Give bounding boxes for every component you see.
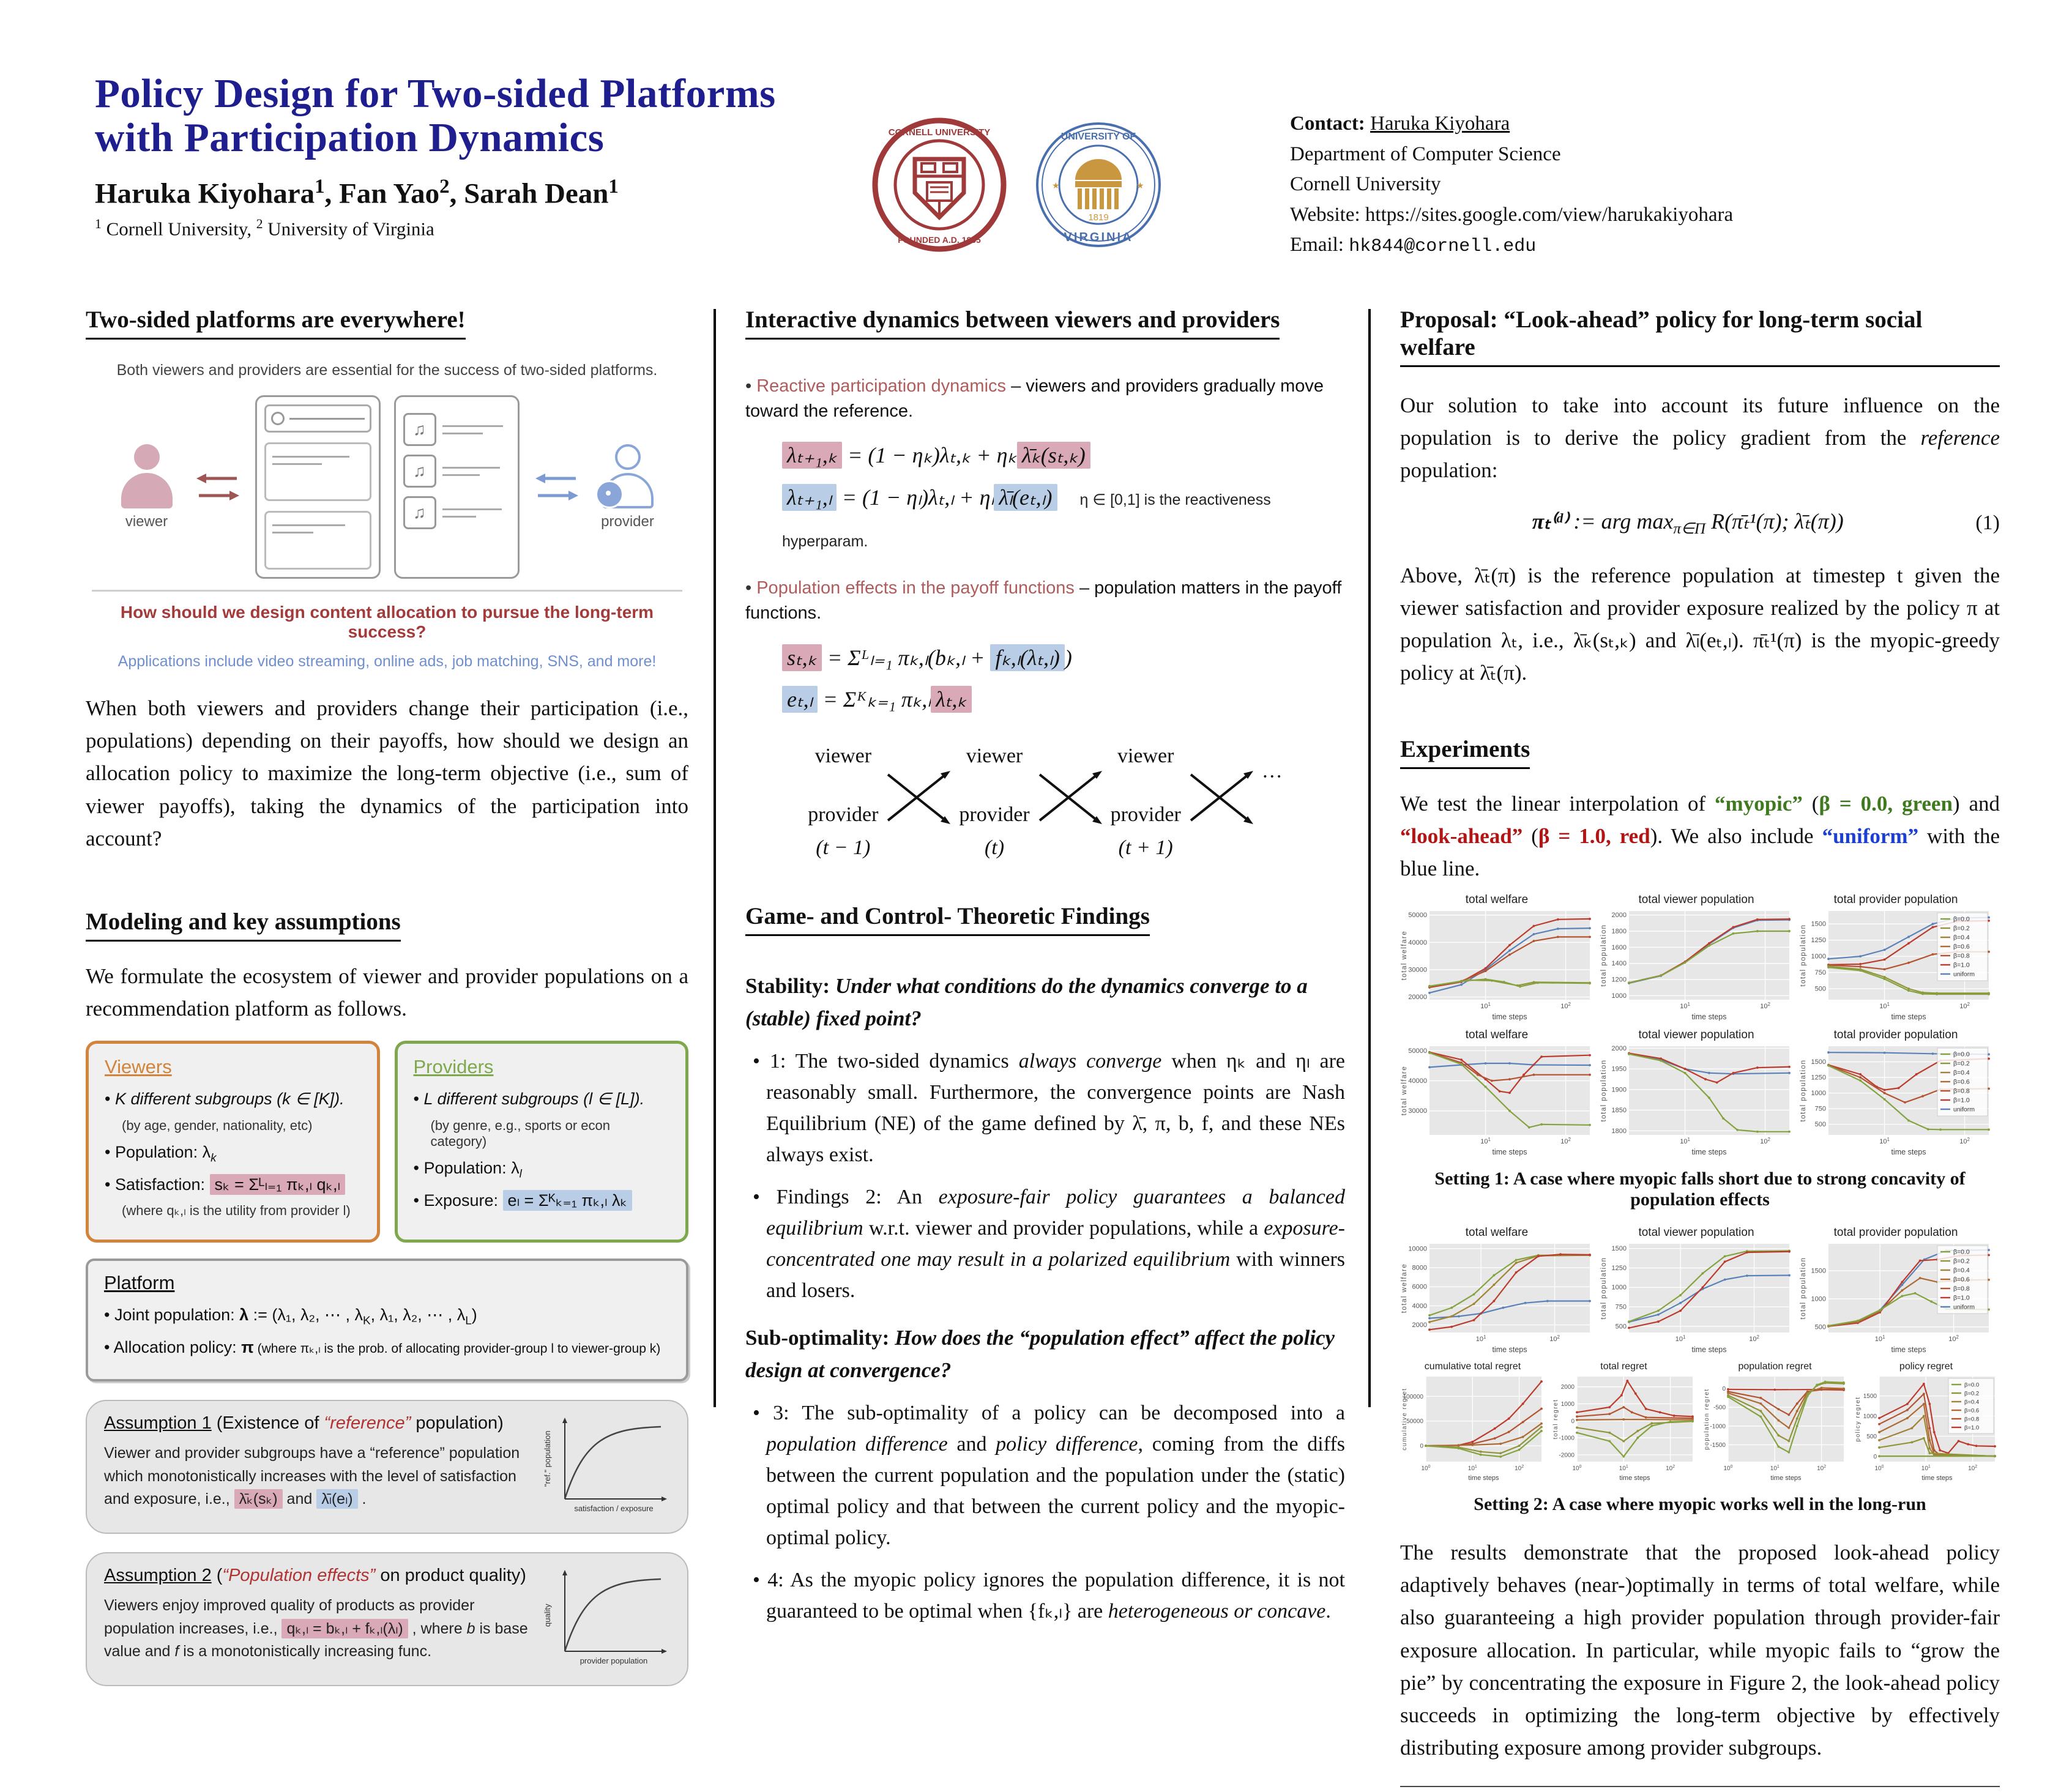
section-proposal: Proposal: “Look-ahead” policy for long-term social welfare [1400, 306, 2000, 367]
svg-text:β=0.4: β=0.4 [1953, 1266, 1970, 1274]
chart-population-regret: population regret -1500 -1000 -500 0 $10^0$ $10^1$ $10^2$ population regret time steps [1702, 1361, 1847, 1485]
assumption-2-title: Assumption 2 (“Population effects” on product quality) [104, 1566, 526, 1586]
column-middle [745, 306, 1345, 1638]
chart-s1-viewer-population: total viewer population 1000 1200 1400 1600 1800 2000 $10^1$ $10^2$ total population time steps [1600, 893, 1793, 1025]
reference-curve-chart [542, 1413, 670, 1520]
uva-year: 1819 [1088, 212, 1109, 223]
cornell-ring-bottom: FOUNDED A.D. 1865 [898, 235, 981, 245]
svg-text:1950: 1950 [1611, 1065, 1627, 1073]
provider-label: provider [601, 513, 654, 530]
svg-text:time steps: time steps [1921, 1474, 1953, 1482]
equation-1-row [1400, 508, 2000, 538]
svg-text:1000: 1000 [1611, 992, 1627, 1000]
svg-text:total welfare: total welfare [1401, 1263, 1408, 1314]
svg-text:1250: 1250 [1811, 937, 1826, 945]
intro-paragraph: When both viewers and providers change their participation (i.e., populations) depending on their payoffs, how should we design an allocation policy to maximize the long-term objective (i.e., sum of viewer payoffs), taking the dynamics of the participation into account? [86, 696, 688, 850]
svg-text:β=0.2: β=0.2 [1953, 1060, 1970, 1068]
svg-text:1250: 1250 [1611, 1264, 1627, 1272]
suboptimality-question: Sub-optimality: How does the “population effect” affect the policy design at convergence? [745, 1326, 1335, 1382]
experiments-intro: We test the linear interpolation of “myopic” (β = 0.0, green) and “look-ahead” (β = 1.0, red). We also include “uniform” with the blue line. [1400, 791, 2000, 880]
svg-text:101: $10^1$ [1480, 1137, 1491, 1146]
svg-text:101: $10^1$ [1874, 1334, 1885, 1344]
assumption-1-body: Viewer and provider subgroups have a “reference” population which monotonistically increases with the level of satisfaction and exposure, i.e., λ̄ₖ(sₖ) and λ̄ₗ(eₗ) . [104, 1444, 520, 1508]
finding-4: • 4: As the myopic policy ignores the population difference, it is not guaranteed to be optimal when {fₖ,ₗ} are heterogeneous or concave. [766, 1564, 1345, 1627]
svg-text:102: $10^2$ [1959, 1002, 1970, 1011]
svg-text:β=0.0: β=0.0 [1953, 915, 1970, 923]
contact-dept: Department of Computer Science [1290, 143, 1561, 165]
setting2-caption: Setting 2: A case where myopic works well in the long-run [1474, 1494, 1926, 1515]
svg-text:"ref." population: "ref." population [543, 1430, 552, 1487]
svg-text:time steps: time steps [1691, 1345, 1727, 1355]
svg-text:β=0.4: β=0.4 [1953, 934, 1970, 942]
stability-question: Stability: Under what conditions do the dynamics converge to a (stable) fixed point? [745, 974, 1308, 1030]
setting1-row-b [1400, 1028, 2000, 1160]
svg-text:102: $10^2$ [1515, 1465, 1524, 1473]
chart-s1-provider-population: total provider population 500 750 1000 1250 1500 $10^1$ $10^2$ total population time steps β=0.0 β=0.2 β=0.4 β=0.6 β=0.8 β=1.0 uniform [1799, 893, 1992, 1025]
search-icon [271, 412, 285, 425]
svg-text:1850: 1850 [1611, 1107, 1627, 1115]
svg-text:β=1.0: β=1.0 [1953, 961, 1970, 969]
setting1-caption: Setting 1: A case where myopic falls short due to strong concavity of population effects [1434, 1169, 1966, 1210]
providers-box: Providers • L different subgroups (l ∈ [L]). (by genre, e.g., sports or econ category) • Population: $\lambda_l$ • Exposure: eₗ = Σᴷₖ₌₁ πₖ,ₗ λₖ [395, 1041, 689, 1243]
svg-text:2000: 2000 [1611, 912, 1627, 920]
svg-text:β=1.0: β=1.0 [1953, 1096, 1970, 1104]
section-interactive-dynamics: Interactive dynamics between viewers and providers [745, 306, 1280, 340]
svg-text:0: 0 [1873, 1453, 1877, 1460]
music-note-icon: ♫ [403, 496, 436, 529]
equation-satisfaction: sₜ,ₖ = Σᴸₗ₌₁ πₖ,ₗ(bₖ,ₗ + fₖ,ₗ(λₜ,ₗ) ) [782, 637, 1345, 679]
column-left [86, 306, 688, 1686]
website-label: Website: [1290, 203, 1360, 226]
uva-ring-bottom: VIRGINIA [1064, 231, 1133, 244]
chart-policy-regret: policy regret 0 500 1000 1500 $10^0$ $10^1$ $10^2$ policy regret time steps β=0.0 β=0.2 β=0.4 β=0.6 β=0.8 β=1.0 [1854, 1361, 1999, 1485]
svg-text:0: 0 [1722, 1386, 1726, 1393]
svg-text:1800: 1800 [1611, 928, 1627, 935]
svg-text:2000: 2000 [1560, 1384, 1575, 1391]
svg-text:time steps: time steps [1891, 1013, 1926, 1022]
svg-text:50000: 50000 [1406, 1418, 1423, 1426]
svg-text:quality: quality [543, 1604, 552, 1627]
svg-text:1500: 1500 [1863, 1393, 1877, 1400]
svg-text:policy regret: policy regret [1855, 1396, 1862, 1442]
svg-text:β=0.0: β=0.0 [1953, 1248, 1970, 1256]
setting2-row-a [1400, 1226, 2000, 1358]
equation-exposure: eₜ,ₗ = Σᴷₖ₌₁ πₖ,ₗ λₜ,ₖ [782, 679, 1345, 720]
svg-text:102: $10^2$ [1760, 1137, 1770, 1146]
svg-text:1900: 1900 [1611, 1086, 1627, 1094]
svg-text:total population: total population [1800, 1059, 1807, 1122]
svg-text:8000: 8000 [1412, 1264, 1427, 1272]
svg-text:40000: 40000 [1408, 939, 1427, 946]
assumption-1-title: Assumption 1 (Existence of “reference” population) [104, 1413, 504, 1433]
svg-text:-1000: -1000 [1559, 1435, 1575, 1442]
svg-text:β=0.6: β=0.6 [1964, 1407, 1980, 1415]
svg-text:500: 500 [1814, 1121, 1826, 1129]
svg-text:β=0.8: β=0.8 [1953, 952, 1970, 960]
viewers-box: Viewers • K different subgroups (k ∈ [K]). (by age, gender, nationality, etc) • Population: $\lambda_k$ • Satisfaction: sₖ = Σᴸₗ₌₁ πₖ,ₗ qₖ,ₗ (where qₖ,ₗ is the utility from provider l) [86, 1041, 380, 1243]
svg-text:500: 500 [1814, 985, 1826, 993]
svg-text:101: $10^1$ [1879, 1002, 1890, 1011]
disc-icon [595, 480, 624, 508]
svg-text:10000: 10000 [1408, 1245, 1427, 1253]
svg-text:β=0.2: β=0.2 [1964, 1390, 1980, 1397]
svg-text:1200: 1200 [1611, 976, 1627, 984]
column-divider-1 [714, 309, 716, 1407]
svg-text:time steps: time steps [1468, 1474, 1499, 1482]
poster-header [95, 72, 866, 240]
svg-text:50000: 50000 [1408, 912, 1427, 920]
assumption-2-box [86, 1552, 688, 1686]
svg-text:time steps: time steps [1691, 1013, 1727, 1022]
svg-text:total population: total population [1600, 924, 1608, 987]
chart-s2-total-welfare: total welfare 2000 4000 6000 8000 10000 $10^1$ $10^2$ total welfare time steps [1400, 1226, 1593, 1358]
section-findings: Game- and Control- Theoretic Findings [745, 902, 1150, 936]
poster-title: Policy Design for Two-sided Platforms with Participation Dynamics [95, 71, 776, 160]
svg-text:100: $10^0$ [1421, 1465, 1431, 1473]
platform-box: Platform • Joint population: λ := (λ₁, λ₂, ⋯ , $\lambda_K$, λ₁, λ₂, ⋯ , $\lambda_L$) • Allocation policy: π (where πₖ,ₗ is the prob. of allocating provider-group l to viewer-group k) [86, 1258, 688, 1381]
setting2-row-b [1400, 1361, 2000, 1485]
svg-text:102: $10^2$ [1760, 1002, 1770, 1011]
svg-text:100: $10^0$ [1874, 1465, 1884, 1473]
svg-text:★: ★ [1136, 180, 1144, 190]
svg-text:time steps: time steps [1891, 1345, 1926, 1355]
svg-text:time steps: time steps [1691, 1148, 1727, 1157]
chart-s1b-total-welfare: total welfare 30000 40000 50000 $10^1$ $10^2$ total welfare time steps [1400, 1028, 1593, 1160]
svg-text:102: $10^2$ [1959, 1137, 1970, 1146]
svg-text:30000: 30000 [1408, 1107, 1427, 1115]
contact-name: Haruka Kiyohara [1370, 113, 1510, 135]
svg-text:101: $10^1$ [1921, 1465, 1931, 1473]
svg-text:β=0.8: β=0.8 [1953, 1285, 1970, 1293]
bullet-reactive-dynamics: • Reactive participation dynamics – viewers and providers gradually move toward the reference. [745, 374, 1345, 423]
svg-text:★: ★ [1052, 180, 1060, 190]
svg-text:101: $10^1$ [1879, 1137, 1890, 1146]
svg-text:0: 0 [1420, 1443, 1423, 1450]
svg-text:1500: 1500 [1811, 1058, 1826, 1066]
svg-text:β=1.0: β=1.0 [1953, 1294, 1970, 1302]
finding-1: • 1: The two-sided dynamics always converge when ηₖ and ηₗ are reasonably small. Furthermore, the convergence points are Nash Equilibrium (NE) of the game defined by λ̄, π, b, f, and these NEs always exist. [766, 1046, 1345, 1170]
svg-text:100: $10^0$ [1572, 1465, 1582, 1473]
svg-text:500: 500 [1615, 1323, 1627, 1331]
svg-text:uniform: uniform [1953, 1106, 1975, 1113]
proposal-paragraph: Our solution to take into account its future influence on the population is to derive the policy gradient from the reference population: [1400, 393, 2000, 483]
svg-text:cumulative regret: cumulative regret [1401, 1388, 1408, 1451]
svg-text:total welfare: total welfare [1401, 930, 1408, 981]
section-experiments: Experiments [1400, 735, 1530, 769]
results-paragraph: The results demonstrate that the proposed look-ahead policy adaptively behaves (near-)optimally in terms of total welfare, while also guaranteeing a high provider population through provider-fair exposure allocation. In particular, while myopic fails to “grow the pie” by concentrating the exposure in Figure 2, the look-ahead policy succeeds in optimizing the long-term objective by effectively distributing exposure among provider subgroups. [1400, 1541, 2000, 1760]
svg-text:total population: total population [1800, 1257, 1807, 1320]
email-label: Email: [1290, 234, 1344, 256]
column-divider-2 [1368, 309, 1371, 1407]
contact-label: Contact: [1290, 113, 1365, 135]
equation-viewer-dynamics: λₜ₊₁,ₖ = (1 − ηₖ)λₜ,ₖ + ηₖ λ̄ₖ(sₜ,ₖ) [782, 434, 1345, 476]
svg-text:time steps: time steps [1492, 1148, 1527, 1157]
viewer-arrows-icon [194, 467, 242, 507]
svg-text:β=0.6: β=0.6 [1953, 943, 1970, 951]
cross-arrows-icon [1034, 762, 1107, 842]
column-right [1400, 306, 2000, 1792]
svg-text:β=1.0: β=1.0 [1964, 1424, 1980, 1432]
svg-text:500: 500 [1866, 1433, 1877, 1441]
svg-text:0: 0 [1571, 1418, 1575, 1425]
svg-text:1000: 1000 [1811, 1090, 1826, 1098]
svg-text:102: $10^2$ [1549, 1334, 1560, 1344]
svg-text:1000: 1000 [1560, 1401, 1575, 1408]
svg-text:101: $10^1$ [1480, 1002, 1491, 1011]
chart-s1b-provider-population: total provider population 500 750 1000 1250 1500 $10^1$ $10^2$ total population time steps β=0.0 β=0.2 β=0.4 β=0.6 β=0.8 β=1.0 uniform [1799, 1028, 1992, 1160]
cornell-ring-top: CORNELL UNIVERSITY [888, 127, 991, 138]
svg-text:satisfaction / exposure: satisfaction / exposure [574, 1504, 654, 1514]
svg-text:101: $10^1$ [1680, 1002, 1690, 1011]
finding-3: • 3: The sub-optimality of a policy can be decomposed into a population difference and policy difference, coming from the diffs between the current population and the population under the (static) optimal policy and that between the current policy and the myopic-optimal policy. [766, 1397, 1345, 1553]
svg-text:β=0.4: β=0.4 [1953, 1069, 1970, 1077]
svg-text:β=0.6: β=0.6 [1953, 1078, 1970, 1086]
modeling-paragraph: We formulate the ecosystem of viewer and provider populations on a recommendation platform as follows. [86, 964, 688, 1021]
viewers-box-title: Viewers [105, 1056, 172, 1078]
svg-text:102: $10^2$ [1560, 1002, 1571, 1011]
cross-arrows-icon [1185, 762, 1258, 842]
contact-univ: Cornell University [1290, 173, 1441, 195]
contact-block [1290, 109, 2006, 261]
dynamics-equations [782, 434, 1345, 560]
svg-text:β=0.4: β=0.4 [1964, 1399, 1980, 1406]
music-note-icon: ♫ [403, 455, 436, 488]
timestep-diagram: viewer provider (t − 1) viewer provider (t) viewer provider (t + 1) ··· [808, 745, 1283, 860]
chart-total-regret: total regret -2000 -1000 0 1000 2000 $10^0$ $10^1$ $10^2$ total regret time steps [1551, 1361, 1696, 1485]
svg-text:1400: 1400 [1611, 960, 1627, 968]
svg-text:-1500: -1500 [1710, 1442, 1726, 1449]
setting1-row-a [1400, 893, 2000, 1025]
svg-text:101: $10^1$ [1467, 1465, 1477, 1473]
svg-text:time steps: time steps [1492, 1345, 1527, 1355]
cornell-logo [869, 113, 1010, 260]
svg-text:total population: total population [1800, 924, 1807, 987]
svg-text:1000: 1000 [1611, 1284, 1627, 1292]
figure-applications: Applications include video streaming, online ads, job matching, SNS, and more! [117, 653, 657, 670]
chart-s2-viewer-population: total viewer population 500 750 1000 1250 1500 $10^1$ $10^2$ total population time steps [1600, 1226, 1793, 1358]
uva-ring-top: UNIVERSITY OF [1060, 132, 1136, 142]
assumption-1-box [86, 1400, 688, 1534]
svg-text:30000: 30000 [1408, 966, 1427, 974]
provider-icon [594, 444, 662, 530]
svg-text:-500: -500 [1713, 1404, 1726, 1411]
svg-text:1250: 1250 [1811, 1074, 1826, 1082]
svg-text:-2000: -2000 [1559, 1452, 1575, 1459]
svg-text:β=0.8: β=0.8 [1953, 1087, 1970, 1095]
svg-text:750: 750 [1615, 1303, 1627, 1311]
equation-lookahead: πₜ⁽ᵈ⁾ := arg $\max_{\pi\in\Pi}$ R(π̄ₜ¹(π); λ̄ₜ(π)) [1532, 508, 1844, 537]
finding-2: • Findings 2: An exposure-fair policy guarantees a balanced equilibrium w.r.t. viewer and provider populations, while a exposure-concentrated one may result in a polarized equilibrium with winners and losers. [766, 1181, 1345, 1306]
equation-number: (1) [1975, 511, 2000, 534]
svg-text:total regret: total regret [1552, 1399, 1559, 1440]
platform-figure [86, 362, 688, 671]
svg-text:1500: 1500 [1811, 1267, 1826, 1275]
svg-text:102: $10^2$ [1948, 1334, 1959, 1344]
chart-cumulative-regret: cumulative total regret 0 50000 100000 $10^0$ $10^1$ $10^2$ cumulative regret time steps [1400, 1361, 1545, 1485]
chart-s1b-viewer-population: total viewer population 1800 1850 1900 1950 2000 $10^1$ $10^2$ total population time steps [1600, 1028, 1793, 1160]
svg-text:β=0.8: β=0.8 [1964, 1416, 1980, 1423]
ellipsis: ··· [1261, 765, 1283, 789]
bullet-population-effects: • Population effects in the payoff functions – population matters in the payoff functions. [745, 576, 1345, 625]
svg-text:β=0.2: β=0.2 [1953, 924, 1970, 932]
payoff-equations [782, 637, 1345, 721]
svg-text:total population: total population [1600, 1257, 1608, 1320]
website-link[interactable]: https://sites.google.com/view/harukakiyohara [1365, 203, 1734, 226]
svg-text:40000: 40000 [1408, 1077, 1427, 1085]
svg-text:total welfare: total welfare [1401, 1065, 1408, 1116]
svg-text:101: $10^1$ [1619, 1465, 1628, 1473]
uva-logo [1031, 116, 1166, 257]
svg-text:time steps: time steps [1891, 1148, 1926, 1157]
svg-text:1800: 1800 [1611, 1127, 1627, 1135]
svg-text:2000: 2000 [1611, 1044, 1627, 1052]
svg-text:1000: 1000 [1811, 1295, 1826, 1303]
svg-text:101: $10^1$ [1770, 1465, 1780, 1473]
svg-text:uniform: uniform [1953, 970, 1975, 978]
svg-text:102: $10^2$ [1817, 1465, 1827, 1473]
svg-text:750: 750 [1814, 1105, 1826, 1113]
svg-text:101: $10^1$ [1475, 1334, 1486, 1344]
music-note-icon: ♫ [403, 413, 436, 446]
svg-text:6000: 6000 [1412, 1283, 1427, 1291]
svg-text:time steps: time steps [1492, 1013, 1527, 1022]
section-modeling: Modeling and key assumptions [86, 908, 401, 942]
svg-text:time steps: time steps [1770, 1474, 1802, 1482]
svg-text:1500: 1500 [1611, 1245, 1627, 1253]
bottom-rule [1400, 1786, 2000, 1787]
svg-text:20000: 20000 [1408, 994, 1427, 1002]
svg-text:1000: 1000 [1811, 953, 1826, 961]
svg-text:-1000: -1000 [1710, 1423, 1726, 1430]
chart-s1-total-welfare: total welfare 20000 30000 40000 50000 $10^1$ $10^2$ total welfare time steps [1400, 893, 1593, 1025]
svg-text:100000: 100000 [1403, 1393, 1423, 1400]
svg-text:4000: 4000 [1412, 1302, 1427, 1310]
svg-text:101: $10^1$ [1680, 1137, 1690, 1146]
section-two-sided-platforms: Two-sided platforms are everywhere! [86, 306, 466, 340]
svg-text:β=0.2: β=0.2 [1953, 1257, 1970, 1265]
platform-box-title: Platform [104, 1272, 175, 1294]
svg-text:1600: 1600 [1611, 943, 1627, 951]
assumption-2-body: Viewers enjoy improved quality of products as provider population increases, i.e., qₖ,ₗ = bₖ,ₗ + fₖ,ₗ(λₗ) , where b is base value and f is a monotonistically increasing func. [104, 1597, 528, 1660]
equation-provider-dynamics: λₜ₊₁,ₗ = (1 − ηₗ)λₜ,ₗ + ηₗ λ̄ₗ(eₜ,ₗ) η ∈ [0,1] is the reactiveness hyperparam. [782, 485, 1271, 550]
quality-curve-chart [542, 1566, 670, 1673]
svg-text:total population: total population [1600, 1059, 1608, 1122]
authors: Haruka Kiyohara$^1$, Fan Yao$^2$, Sarah Dean$^1$ [95, 176, 619, 210]
svg-text:102: $10^2$ [1968, 1465, 1978, 1473]
svg-text:uniform: uniform [1953, 1303, 1975, 1311]
chart-s2-provider-population: total provider population 500 1000 1500 $10^1$ $10^2$ total population time steps β=0.0 β=0.2 β=0.4 β=0.6 β=0.8 β=1.0 uniform [1799, 1226, 1992, 1358]
svg-text:500: 500 [1814, 1323, 1826, 1331]
music-app-mockup [394, 395, 520, 579]
svg-text:102: $10^2$ [1749, 1334, 1759, 1344]
svg-text:100: $10^0$ [1723, 1465, 1733, 1473]
viewer-label: viewer [125, 513, 168, 530]
svg-text:50000: 50000 [1408, 1047, 1427, 1055]
svg-text:provider population: provider population [580, 1656, 648, 1666]
svg-text:102: $10^2$ [1666, 1465, 1675, 1473]
svg-text:750: 750 [1814, 969, 1826, 977]
providers-box-title: Providers [413, 1056, 494, 1078]
svg-text:1000: 1000 [1863, 1413, 1877, 1421]
figure-caption: Both viewers and providers are essential for the success of two-sided platforms. [116, 362, 658, 379]
svg-text:1500: 1500 [1811, 920, 1826, 928]
svg-text:β=0.0: β=0.0 [1964, 1381, 1980, 1389]
search-app-mockup [255, 395, 381, 579]
svg-text:β=0.6: β=0.6 [1953, 1276, 1970, 1284]
svg-text:time steps: time steps [1619, 1474, 1650, 1482]
email-link[interactable]: hk844@cornell.edu [1349, 236, 1537, 257]
viewer-icon [113, 444, 181, 530]
svg-text:population regret: population regret [1704, 1388, 1710, 1450]
affiliations: $^1$ Cornell University, $^2$ University of Virginia [95, 217, 434, 240]
figure-question: How should we design content allocation to pursue the long-term success? [120, 603, 654, 641]
svg-text:102: $10^2$ [1560, 1137, 1571, 1146]
provider-arrows-icon [533, 467, 581, 507]
svg-text:2000: 2000 [1412, 1322, 1427, 1329]
figure-separator [92, 590, 682, 592]
svg-text:101: $10^1$ [1675, 1334, 1686, 1344]
proposal-paragraph-2: Above, λ̄ₜ(π) is the reference population at timestep t given the viewer satisfaction and provider exposure realized by the policy π at population λₜ, i.e., λ̄ₖ(sₜ,ₖ) and λ̄ₗ(eₜ,ₗ). π̄ₜ¹(π) is the myopic-greedy policy at λ̄ₜ(π). [1400, 563, 2000, 685]
cross-arrows-icon [882, 762, 955, 842]
svg-text:β=0.0: β=0.0 [1953, 1050, 1970, 1058]
